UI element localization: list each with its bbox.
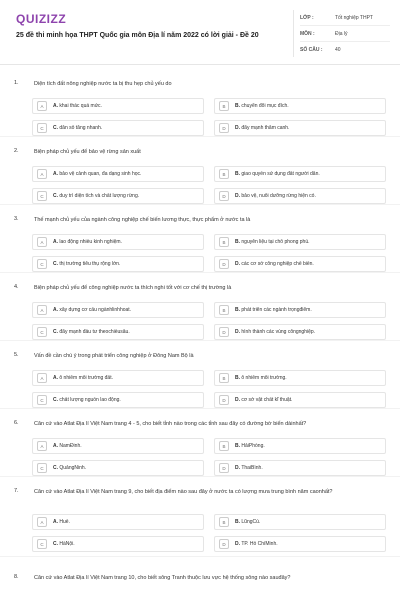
option-text: Huế. — [59, 519, 70, 525]
option-text: chuyển đổi mục đích. — [241, 103, 289, 109]
option-letter: A — [37, 169, 47, 179]
question-number: 1. — [14, 80, 19, 86]
option-label: A. — [53, 171, 58, 177]
option-letter: D — [219, 327, 229, 337]
option-d[interactable] — [214, 188, 386, 204]
option-text: dân số tăng nhanh. — [59, 125, 103, 131]
option-label: A. — [53, 307, 58, 313]
option-text: khai thác quá mức. — [59, 103, 102, 109]
option-letter: D — [219, 395, 229, 405]
question-text: Biện pháp chủ yếu để công nghiệp nước ta thích nghi tốt với cơ chế thị trường là — [34, 285, 232, 291]
question-text: Căn cứ vào Atlat Địa lí Việt Nam trang 4 - 5, cho biết tỉnh nào trong các tỉnh sau đây có đường bờ biển dàinhất? — [34, 421, 307, 427]
option-label: D. — [235, 541, 240, 547]
option-a[interactable] — [32, 166, 204, 182]
option-text: đẩy mạnh đầu tư theochiềusâu. — [59, 329, 130, 335]
option-letter: A — [37, 441, 47, 451]
option-b[interactable] — [214, 166, 386, 182]
option-label: C. — [53, 541, 58, 547]
option-b[interactable] — [214, 514, 386, 530]
option-label: D. — [235, 261, 240, 267]
quizizz-logo: QUIZIZZ — [16, 12, 67, 26]
option-letter: B — [219, 169, 229, 179]
option-text: QuảngNinh. — [59, 465, 87, 471]
question-number: 2. — [14, 148, 19, 154]
question-text: Căn cứ vào Atlat Địa lí Việt Nam trang 9, cho biết địa điểm nào sau đây ở nước ta có lượng mưa trung bình năm caonhất? — [34, 489, 333, 495]
option-letter: C — [37, 327, 47, 337]
option-letter: B — [219, 237, 229, 247]
option-text: lao động nhiều kinh nghiệm. — [59, 239, 122, 245]
option-c[interactable] — [32, 120, 204, 136]
divider — [0, 408, 400, 409]
option-d[interactable] — [214, 460, 386, 476]
option-text: các cơ sở công nghiệp chế biến. — [241, 261, 314, 267]
option-text: duy trì diện tích và chất lượng rừng. — [59, 193, 140, 199]
meta-table — [293, 10, 390, 57]
option-text: HảiPhòng. — [241, 443, 265, 449]
option-text: hình thành các vùng côngnghiệp. — [241, 329, 316, 335]
option-text: bảo vệ, nuôi dưỡng rừng hiện có. — [241, 193, 316, 199]
option-label: C. — [53, 261, 58, 267]
option-text: thị trường tiêu thụ rộng lớn. — [59, 261, 121, 267]
question-number: 5. — [14, 352, 19, 358]
option-text: đẩy mạnh thâm canh. — [241, 125, 290, 131]
option-text: NamĐinh. — [59, 443, 82, 449]
question-text: Căn cứ vào Atlat Địa lí Việt Nam trang 10, cho biết sông Tranh thuộc lưu vực hệ thống sông nào sauđây? — [34, 575, 291, 581]
option-letter: C — [37, 539, 47, 549]
option-letter: B — [219, 373, 229, 383]
meta-row-count — [300, 42, 390, 57]
option-d[interactable] — [214, 256, 386, 272]
option-letter: A — [37, 305, 47, 315]
question-text: Diện tích đất nông nghiệp nước ta bị thu hẹp chủ yếu do — [34, 81, 172, 87]
question-text: Biện pháp chủ yếu để bảo vệ rừng sản xuất — [34, 149, 141, 155]
option-d[interactable] — [214, 536, 386, 552]
meta-row-class — [300, 10, 390, 26]
option-label: D. — [235, 329, 240, 335]
option-letter: C — [37, 123, 47, 133]
option-label: A. — [53, 375, 58, 381]
question-number: 7. — [14, 488, 19, 494]
option-letter: D — [219, 463, 229, 473]
option-d[interactable] — [214, 324, 386, 340]
option-letter: B — [219, 441, 229, 451]
option-text: cơ sở vật chất kĩ thuật. — [241, 397, 293, 403]
option-b[interactable] — [214, 438, 386, 454]
option-letter: B — [219, 305, 229, 315]
option-letter: A — [37, 373, 47, 383]
option-label: C. — [53, 329, 58, 335]
divider — [0, 136, 400, 137]
option-b[interactable] — [214, 234, 386, 250]
option-label: B. — [235, 171, 240, 177]
option-text: ô nhiễm môi trường. — [241, 375, 287, 381]
option-b[interactable] — [214, 370, 386, 386]
meta-value: Địa lý — [335, 30, 348, 37]
question-number: 4. — [14, 284, 19, 290]
option-letter: A — [37, 101, 47, 111]
option-c[interactable] — [32, 536, 204, 552]
option-label: D. — [235, 125, 240, 131]
option-label: A. — [53, 103, 58, 109]
option-a[interactable] — [32, 514, 204, 530]
option-text: bảo vệ cảnh quan, đa dạng sinh học. — [59, 171, 142, 177]
option-letter: D — [219, 539, 229, 549]
option-label: C. — [53, 465, 58, 471]
option-letter: A — [37, 517, 47, 527]
question-number: 8. — [14, 574, 19, 580]
option-letter: C — [37, 395, 47, 405]
meta-value: Tốt nghiệp THPT — [335, 14, 373, 21]
meta-key: MÔN : — [300, 30, 315, 37]
option-letter: D — [219, 123, 229, 133]
divider — [0, 340, 400, 341]
question-number: 3. — [14, 216, 19, 222]
option-letter: C — [37, 259, 47, 269]
option-text: chất lượng nguồn lao động. — [59, 397, 121, 403]
option-label: C. — [53, 397, 58, 403]
option-c[interactable] — [32, 324, 204, 340]
option-text: nguyên liệu tại chỗ phong phú. — [241, 239, 310, 245]
option-label: C. — [53, 125, 58, 131]
option-letter: B — [219, 101, 229, 111]
option-d[interactable] — [214, 392, 386, 408]
option-letter: B — [219, 517, 229, 527]
question-text: Vấn đề cần chú ý trong phát triển công nghiệp ở Đông Nam Bộ là — [34, 353, 194, 359]
option-text: HàNội. — [59, 541, 75, 547]
option-a[interactable] — [32, 234, 204, 250]
option-c[interactable] — [32, 460, 204, 476]
option-d[interactable] — [214, 120, 386, 136]
meta-key: SỐ CÂU : — [300, 46, 323, 53]
meta-value: 40 — [335, 46, 341, 53]
worksheet-header — [0, 0, 400, 65]
option-c[interactable] — [32, 392, 204, 408]
option-text: ô nhiễm môi trường đất. — [59, 375, 113, 381]
meta-key: LỚP : — [300, 14, 314, 21]
question-number: 6. — [14, 420, 19, 426]
option-letter: A — [37, 237, 47, 247]
option-label: B. — [235, 103, 240, 109]
divider — [0, 204, 400, 205]
option-a[interactable] — [32, 98, 204, 114]
option-text: xây dựng cơ cấu ngànhlinhhoat. — [59, 307, 132, 313]
option-label: B. — [235, 375, 240, 381]
divider — [0, 476, 400, 477]
option-letter: C — [37, 191, 47, 201]
option-letter: C — [37, 463, 47, 473]
option-letter: D — [219, 191, 229, 201]
option-label: B. — [235, 307, 240, 313]
divider — [0, 556, 400, 557]
option-a[interactable] — [32, 302, 204, 318]
option-label: A. — [53, 443, 58, 449]
option-text: giao quyền sử dụng đất người dân. — [241, 171, 320, 177]
option-label: C. — [53, 193, 58, 199]
option-c[interactable] — [32, 188, 204, 204]
option-text: phát triển các ngành trọngđiểm. — [241, 307, 312, 313]
option-letter: D — [219, 259, 229, 269]
worksheet-title: 25 đề thi minh họa THPT Quốc gia môn Địa lí năm 2022 có lời giải - Đề 20 — [16, 32, 259, 39]
option-text: TP. Hồ ChíMinh. — [241, 541, 278, 547]
option-label: A. — [53, 239, 58, 245]
option-b[interactable] — [214, 98, 386, 114]
option-a[interactable] — [32, 370, 204, 386]
option-a[interactable] — [32, 438, 204, 454]
option-label: D. — [235, 397, 240, 403]
option-label: A. — [53, 519, 58, 525]
option-b[interactable] — [214, 302, 386, 318]
option-label: B. — [235, 519, 240, 525]
option-text: LũngCú. — [241, 519, 261, 525]
divider — [0, 272, 400, 273]
question-text: Thế mạnh chủ yếu của ngành công nghiệp chế biến lương thực, thực phẩm ở nước ta là — [34, 217, 251, 223]
option-c[interactable] — [32, 256, 204, 272]
option-label: B. — [235, 239, 240, 245]
meta-row-subject — [300, 26, 390, 42]
option-text: ThaiBình. — [241, 465, 263, 471]
option-label: B. — [235, 443, 240, 449]
option-label: D. — [235, 465, 240, 471]
option-label: D. — [235, 193, 240, 199]
